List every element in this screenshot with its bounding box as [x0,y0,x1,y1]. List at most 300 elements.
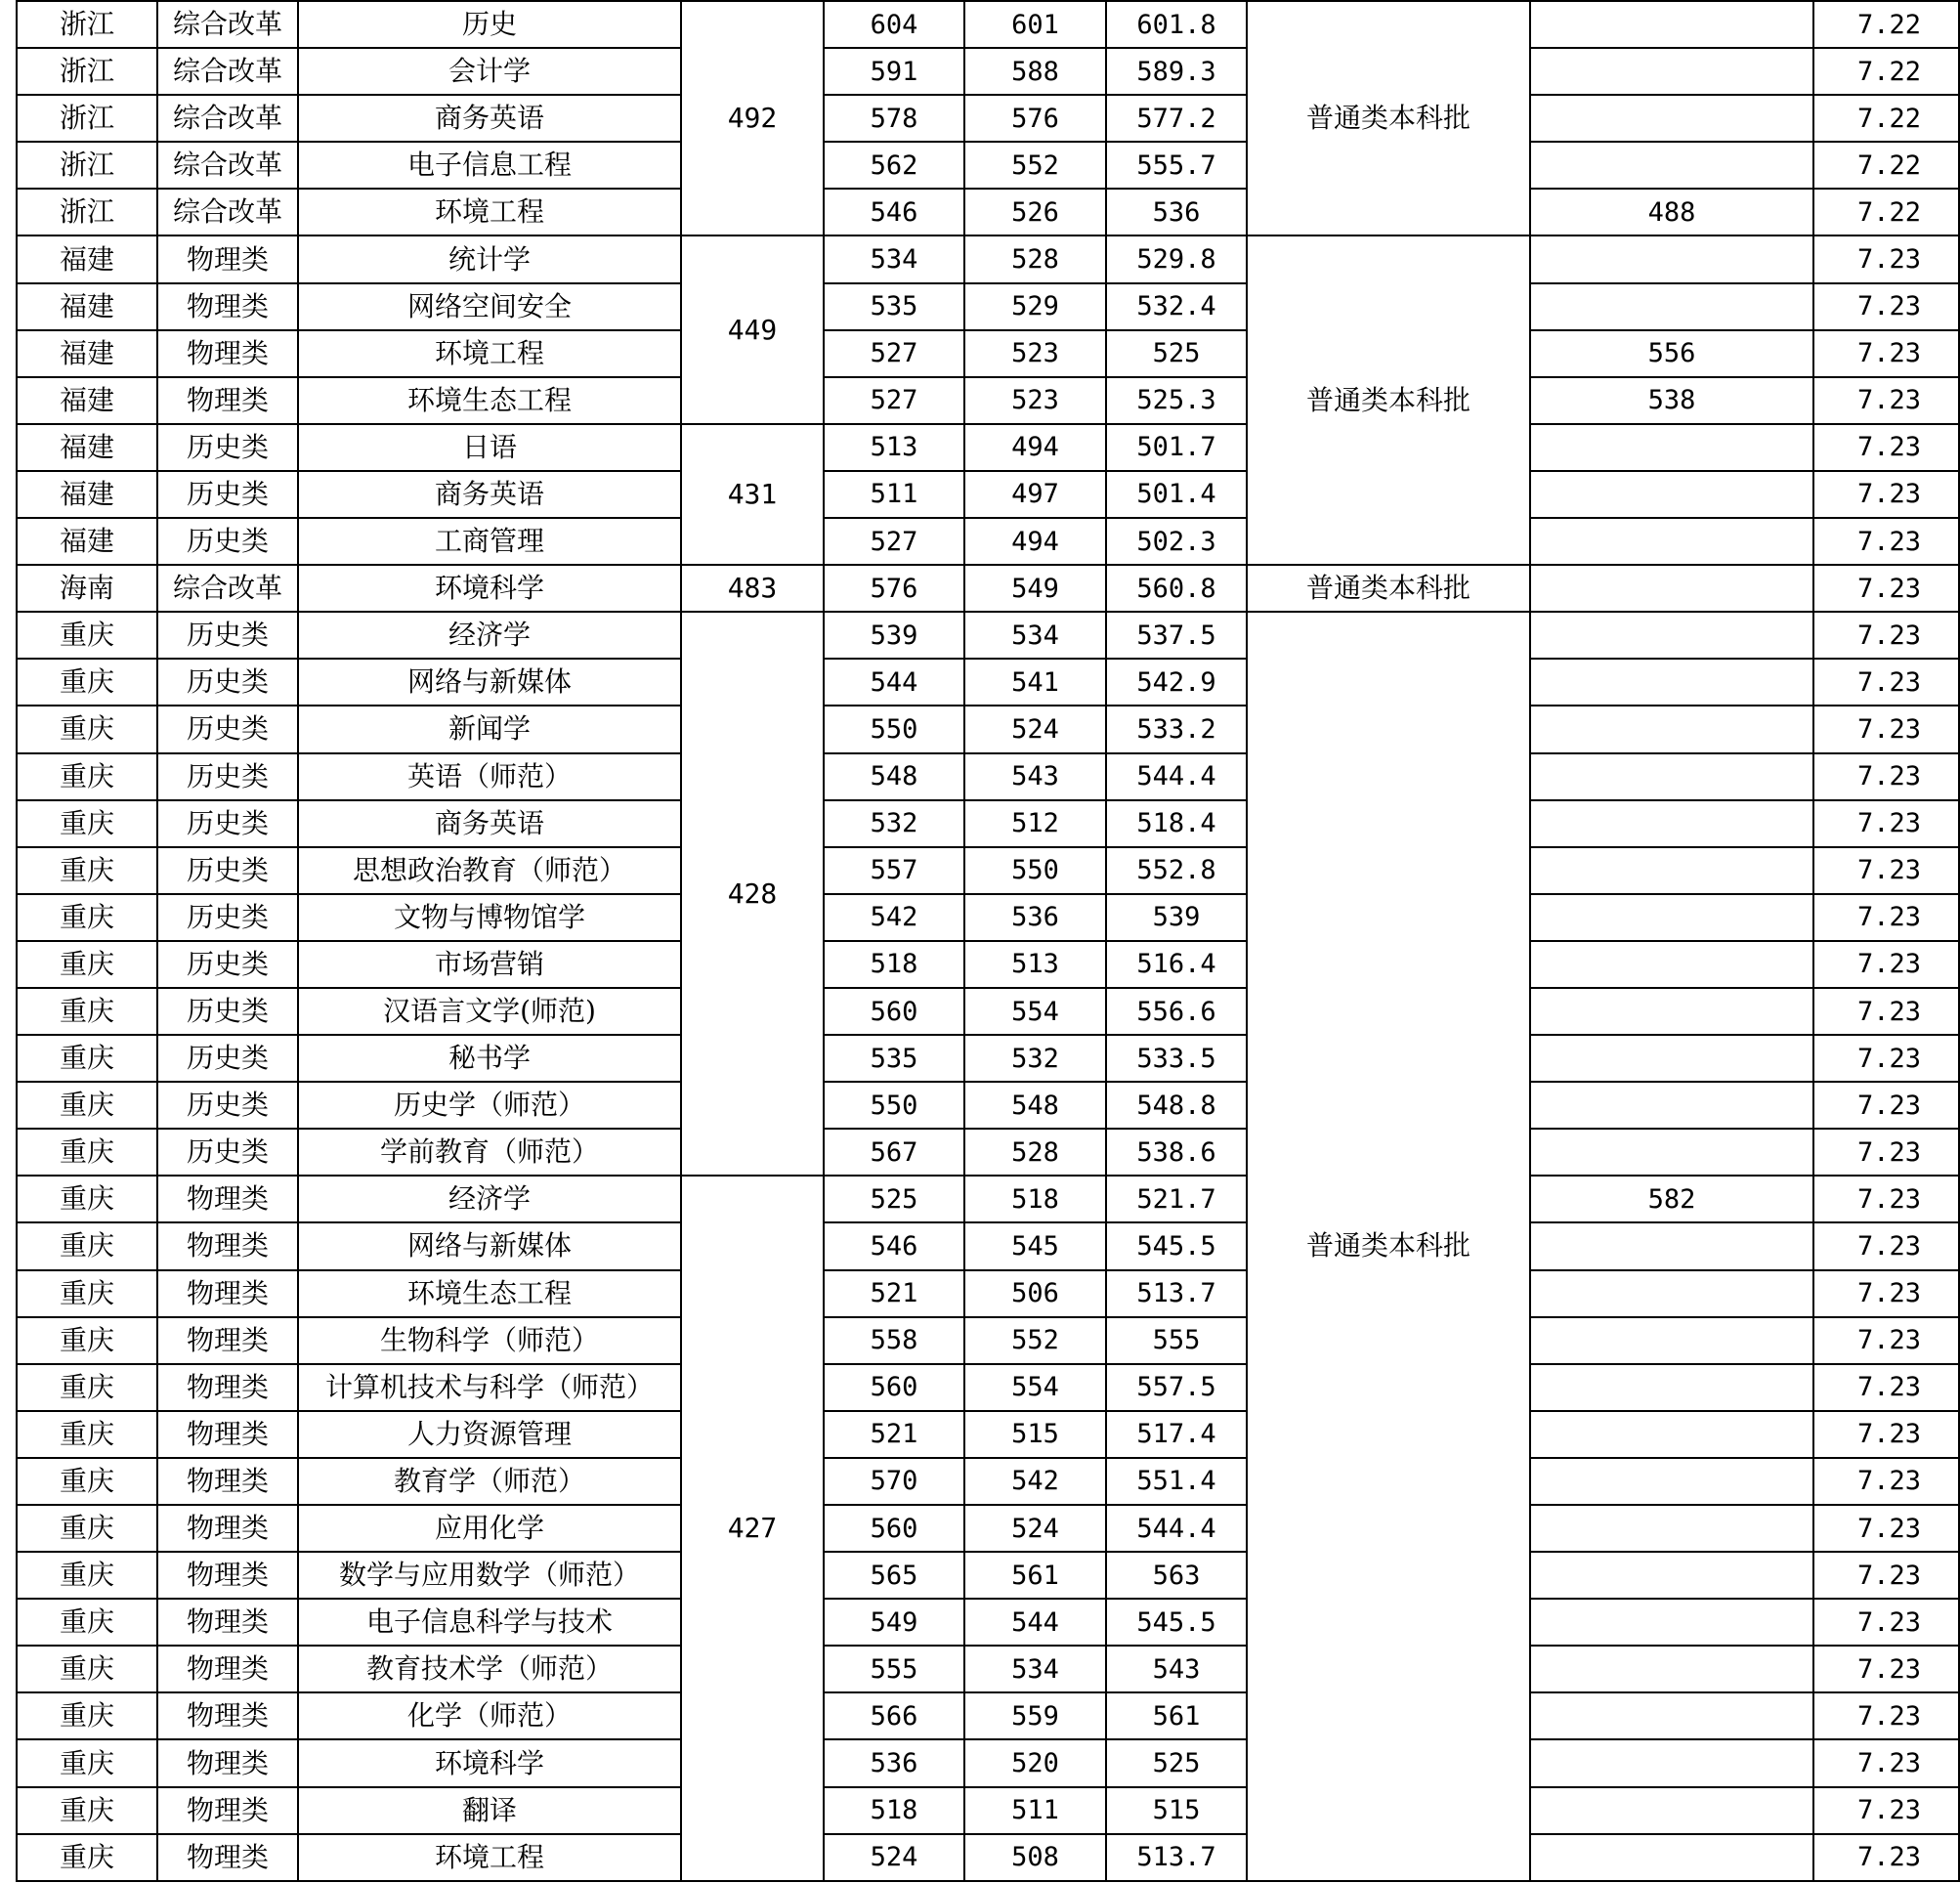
category-cell: 历史类 [157,518,298,565]
date-cell: 7.23 [1813,1505,1959,1552]
date-cell: 7.23 [1813,894,1959,941]
min-score-cell: 512 [964,800,1106,847]
min-score-cell: 532 [964,1035,1106,1082]
avg-score-cell: 601.8 [1106,1,1247,48]
province-cell: 浙江 [17,189,157,235]
max-score-cell: 536 [824,1739,964,1786]
avg-score-cell: 521.7 [1106,1176,1247,1222]
major-cell: 市场营销 [298,941,681,988]
major-cell: 英语（师范） [298,753,681,800]
note-score-cell: 538 [1530,377,1813,424]
date-cell: 7.23 [1813,235,1959,282]
major-cell: 数学与应用数学（师范） [298,1552,681,1599]
province-cell: 重庆 [17,1129,157,1176]
table-row [17,1739,1959,1786]
province-cell: 重庆 [17,800,157,847]
category-cell: 历史类 [157,1035,298,1082]
date-cell: 7.22 [1813,95,1959,142]
province-cell: 重庆 [17,1364,157,1411]
note-score-cell [1530,1739,1813,1786]
category-cell: 综合改革 [157,48,298,95]
control-line-cell: 427 [681,1176,824,1880]
major-cell: 历史 [298,1,681,48]
category-cell: 物理类 [157,377,298,424]
avg-score-cell: 544.4 [1106,1505,1247,1552]
note-score-cell [1530,1270,1813,1317]
avg-score-cell: 552.8 [1106,847,1247,894]
major-cell: 汉语言文学(师范) [298,988,681,1035]
control-line-cell: 449 [681,235,824,423]
major-cell: 应用化学 [298,1505,681,1552]
min-score-cell: 524 [964,1505,1106,1552]
date-cell: 7.23 [1813,565,1959,612]
date-cell: 7.23 [1813,1129,1959,1176]
date-cell: 7.23 [1813,1552,1959,1599]
max-score-cell: 535 [824,283,964,330]
table-body [17,1,1959,1881]
province-cell: 重庆 [17,1411,157,1458]
max-score-cell: 566 [824,1692,964,1739]
max-score-cell: 535 [824,1035,964,1082]
province-cell: 福建 [17,471,157,518]
table-row [17,612,1959,659]
major-cell: 环境科学 [298,565,681,612]
control-line-cell: 428 [681,612,824,1176]
major-cell: 环境生态工程 [298,1270,681,1317]
max-score-cell: 521 [824,1411,964,1458]
category-cell: 物理类 [157,1222,298,1269]
min-score-cell: 544 [964,1599,1106,1646]
table-row [17,1082,1959,1129]
major-cell: 文物与博物馆学 [298,894,681,941]
table-row [17,1411,1959,1458]
table-row [17,1646,1959,1692]
min-score-cell: 523 [964,330,1106,377]
province-cell: 浙江 [17,95,157,142]
province-cell: 重庆 [17,1317,157,1364]
control-line-cell: 483 [681,565,824,612]
avg-score-cell: 501.4 [1106,471,1247,518]
province-cell: 重庆 [17,1458,157,1505]
major-cell: 工商管理 [298,518,681,565]
date-cell: 7.22 [1813,1,1959,48]
max-score-cell: 542 [824,894,964,941]
max-score-cell: 549 [824,1599,964,1646]
min-score-cell: 494 [964,518,1106,565]
date-cell: 7.23 [1813,1317,1959,1364]
avg-score-cell: 536 [1106,189,1247,235]
table-row [17,753,1959,800]
table-row [17,1458,1959,1505]
max-score-cell: 567 [824,1129,964,1176]
avg-score-cell: 529.8 [1106,235,1247,282]
max-score-cell: 570 [824,1458,964,1505]
table-row [17,330,1959,377]
major-cell: 人力资源管理 [298,1411,681,1458]
avg-score-cell: 518.4 [1106,800,1247,847]
date-cell: 7.23 [1813,753,1959,800]
min-score-cell: 534 [964,612,1106,659]
major-cell: 环境工程 [298,330,681,377]
min-score-cell: 554 [964,1364,1106,1411]
max-score-cell: 604 [824,1,964,48]
date-cell: 7.23 [1813,1364,1959,1411]
category-cell: 历史类 [157,424,298,471]
note-score-cell [1530,1411,1813,1458]
province-cell: 福建 [17,235,157,282]
min-score-cell: 561 [964,1552,1106,1599]
note-score-cell [1530,1787,1813,1834]
note-score-cell [1530,48,1813,95]
note-score-cell [1530,142,1813,189]
table-row [17,1129,1959,1176]
note-score-cell [1530,1834,1813,1881]
major-cell: 网络空间安全 [298,283,681,330]
min-score-cell: 541 [964,659,1106,706]
province-cell: 海南 [17,565,157,612]
province-cell: 重庆 [17,659,157,706]
category-cell: 综合改革 [157,1,298,48]
date-cell: 7.23 [1813,800,1959,847]
province-cell: 重庆 [17,1834,157,1881]
date-cell: 7.23 [1813,1176,1959,1222]
note-score-cell [1530,753,1813,800]
min-score-cell: 513 [964,941,1106,988]
table-row [17,1599,1959,1646]
date-cell: 7.23 [1813,518,1959,565]
avg-score-cell: 542.9 [1106,659,1247,706]
major-cell: 商务英语 [298,95,681,142]
avg-score-cell: 561 [1106,1692,1247,1739]
avg-score-cell: 543 [1106,1646,1247,1692]
note-score-cell [1530,1692,1813,1739]
major-cell: 计算机技术与科学（师范） [298,1364,681,1411]
major-cell: 电子信息工程 [298,142,681,189]
province-cell: 重庆 [17,1505,157,1552]
table-row [17,424,1959,471]
date-cell: 7.23 [1813,1692,1959,1739]
province-cell: 重庆 [17,1270,157,1317]
category-cell: 物理类 [157,1317,298,1364]
max-score-cell: 576 [824,565,964,612]
note-score-cell [1530,471,1813,518]
table-row [17,1176,1959,1222]
note-score-cell [1530,847,1813,894]
province-cell: 重庆 [17,988,157,1035]
min-score-cell: 548 [964,1082,1106,1129]
avg-score-cell: 556.6 [1106,988,1247,1035]
avg-score-cell: 501.7 [1106,424,1247,471]
category-cell: 物理类 [157,1646,298,1692]
avg-score-cell: 525.3 [1106,377,1247,424]
min-score-cell: 550 [964,847,1106,894]
date-cell: 7.22 [1813,142,1959,189]
major-cell: 经济学 [298,612,681,659]
note-score-cell [1530,1035,1813,1082]
min-score-cell: 524 [964,706,1106,752]
max-score-cell: 534 [824,235,964,282]
note-score-cell: 556 [1530,330,1813,377]
category-cell: 物理类 [157,1458,298,1505]
avg-score-cell: 516.4 [1106,941,1247,988]
min-score-cell: 542 [964,1458,1106,1505]
note-score-cell [1530,565,1813,612]
table-row [17,565,1959,612]
avg-score-cell: 544.4 [1106,753,1247,800]
province-cell: 重庆 [17,1599,157,1646]
avg-score-cell: 517.4 [1106,1411,1247,1458]
province-cell: 浙江 [17,48,157,95]
province-cell: 重庆 [17,1692,157,1739]
avg-score-cell: 563 [1106,1552,1247,1599]
max-score-cell: 560 [824,988,964,1035]
category-cell: 物理类 [157,283,298,330]
max-score-cell: 513 [824,424,964,471]
category-cell: 综合改革 [157,189,298,235]
avg-score-cell: 551.4 [1106,1458,1247,1505]
min-score-cell: 552 [964,1317,1106,1364]
category-cell: 物理类 [157,1692,298,1739]
max-score-cell: 555 [824,1646,964,1692]
avg-score-cell: 545.5 [1106,1222,1247,1269]
major-cell: 思想政治教育（师范） [298,847,681,894]
max-score-cell: 560 [824,1364,964,1411]
province-cell: 重庆 [17,1082,157,1129]
date-cell: 7.23 [1813,283,1959,330]
date-cell: 7.23 [1813,1834,1959,1881]
table-row [17,235,1959,282]
batch-cell: 普通类本科批 [1247,565,1530,612]
table-row [17,894,1959,941]
min-score-cell: 543 [964,753,1106,800]
category-cell: 物理类 [157,1599,298,1646]
major-cell: 环境工程 [298,189,681,235]
category-cell: 物理类 [157,1270,298,1317]
province-cell: 重庆 [17,847,157,894]
note-score-cell [1530,800,1813,847]
province-cell: 福建 [17,377,157,424]
avg-score-cell: 545.5 [1106,1599,1247,1646]
major-cell: 化学（师范） [298,1692,681,1739]
note-score-cell [1530,95,1813,142]
major-cell: 环境科学 [298,1739,681,1786]
min-score-cell: 545 [964,1222,1106,1269]
province-cell: 重庆 [17,1552,157,1599]
max-score-cell: 518 [824,1787,964,1834]
avg-score-cell: 557.5 [1106,1364,1247,1411]
table-row [17,1364,1959,1411]
control-line-cell: 492 [681,1,824,235]
avg-score-cell: 537.5 [1106,612,1247,659]
table-row [17,518,1959,565]
date-cell: 7.23 [1813,1739,1959,1786]
major-cell: 秘书学 [298,1035,681,1082]
category-cell: 综合改革 [157,142,298,189]
min-score-cell: 536 [964,894,1106,941]
table-row [17,988,1959,1035]
major-cell: 会计学 [298,48,681,95]
max-score-cell: 521 [824,1270,964,1317]
min-score-cell: 497 [964,471,1106,518]
min-score-cell: 601 [964,1,1106,48]
table-row [17,1035,1959,1082]
min-score-cell: 518 [964,1176,1106,1222]
date-cell: 7.22 [1813,189,1959,235]
table-row [17,189,1959,235]
avg-score-cell: 548.8 [1106,1082,1247,1129]
major-cell: 新闻学 [298,706,681,752]
province-cell: 重庆 [17,753,157,800]
max-score-cell: 527 [824,518,964,565]
max-score-cell: 544 [824,659,964,706]
note-score-cell [1530,1222,1813,1269]
note-score-cell [1530,988,1813,1035]
min-score-cell: 559 [964,1692,1106,1739]
date-cell: 7.23 [1813,1270,1959,1317]
min-score-cell: 529 [964,283,1106,330]
table-row [17,48,1959,95]
batch-cell: 普通类本科批 [1247,235,1530,565]
table-row [17,1,1959,48]
major-cell: 日语 [298,424,681,471]
major-cell: 网络与新媒体 [298,659,681,706]
admission-score-table [16,0,1960,1882]
major-cell: 商务英语 [298,800,681,847]
min-score-cell: 549 [964,565,1106,612]
category-cell: 综合改革 [157,565,298,612]
min-score-cell: 534 [964,1646,1106,1692]
category-cell: 物理类 [157,1176,298,1222]
province-cell: 福建 [17,283,157,330]
note-score-cell [1530,1082,1813,1129]
major-cell: 电子信息科学与技术 [298,1599,681,1646]
major-cell: 经济学 [298,1176,681,1222]
province-cell: 重庆 [17,1787,157,1834]
province-cell: 重庆 [17,941,157,988]
category-cell: 历史类 [157,941,298,988]
table-row [17,95,1959,142]
avg-score-cell: 533.2 [1106,706,1247,752]
avg-score-cell: 560.8 [1106,565,1247,612]
avg-score-cell: 555 [1106,1317,1247,1364]
min-score-cell: 528 [964,235,1106,282]
table-row [17,1270,1959,1317]
note-score-cell: 582 [1530,1176,1813,1222]
major-cell: 统计学 [298,235,681,282]
note-score-cell [1530,1505,1813,1552]
avg-score-cell: 525 [1106,330,1247,377]
date-cell: 7.23 [1813,424,1959,471]
province-cell: 重庆 [17,1739,157,1786]
table-row [17,941,1959,988]
min-score-cell: 526 [964,189,1106,235]
date-cell: 7.23 [1813,1082,1959,1129]
category-cell: 历史类 [157,659,298,706]
max-score-cell: 565 [824,1552,964,1599]
min-score-cell: 576 [964,95,1106,142]
min-score-cell: 528 [964,1129,1106,1176]
min-score-cell: 506 [964,1270,1106,1317]
max-score-cell: 518 [824,941,964,988]
avg-score-cell: 513.7 [1106,1270,1247,1317]
note-score-cell [1530,894,1813,941]
table-row [17,142,1959,189]
avg-score-cell: 532.4 [1106,283,1247,330]
major-cell: 教育技术学（师范） [298,1646,681,1692]
date-cell: 7.23 [1813,706,1959,752]
province-cell: 福建 [17,424,157,471]
major-cell: 教育学（师范） [298,1458,681,1505]
date-cell: 7.23 [1813,847,1959,894]
note-score-cell [1530,283,1813,330]
min-score-cell: 494 [964,424,1106,471]
note-score-cell [1530,1458,1813,1505]
date-cell: 7.23 [1813,1411,1959,1458]
category-cell: 物理类 [157,235,298,282]
max-score-cell: 525 [824,1176,964,1222]
category-cell: 历史类 [157,612,298,659]
province-cell: 重庆 [17,894,157,941]
province-cell: 重庆 [17,1646,157,1692]
table-row [17,847,1959,894]
max-score-cell: 511 [824,471,964,518]
table-row [17,706,1959,752]
note-score-cell [1530,1552,1813,1599]
table-row [17,471,1959,518]
note-score-cell [1530,424,1813,471]
min-score-cell: 511 [964,1787,1106,1834]
major-cell: 网络与新媒体 [298,1222,681,1269]
note-score-cell: 488 [1530,189,1813,235]
note-score-cell [1530,1646,1813,1692]
table-row [17,1505,1959,1552]
category-cell: 物理类 [157,1739,298,1786]
date-cell: 7.23 [1813,659,1959,706]
province-cell: 浙江 [17,1,157,48]
category-cell: 历史类 [157,894,298,941]
avg-score-cell: 533.5 [1106,1035,1247,1082]
major-cell: 翻译 [298,1787,681,1834]
max-score-cell: 557 [824,847,964,894]
table-row [17,1692,1959,1739]
province-cell: 福建 [17,330,157,377]
min-score-cell: 515 [964,1411,1106,1458]
category-cell: 物理类 [157,1411,298,1458]
date-cell: 7.23 [1813,1458,1959,1505]
note-score-cell [1530,659,1813,706]
date-cell: 7.23 [1813,330,1959,377]
table-row [17,283,1959,330]
category-cell: 物理类 [157,1364,298,1411]
major-cell: 商务英语 [298,471,681,518]
table-row [17,1317,1959,1364]
max-score-cell: 524 [824,1834,964,1881]
category-cell: 物理类 [157,1834,298,1881]
min-score-cell: 552 [964,142,1106,189]
batch-cell: 普通类本科批 [1247,1,1530,235]
category-cell: 历史类 [157,753,298,800]
avg-score-cell: 577.2 [1106,95,1247,142]
note-score-cell [1530,235,1813,282]
max-score-cell: 560 [824,1505,964,1552]
table-row [17,377,1959,424]
note-score-cell [1530,1599,1813,1646]
max-score-cell: 527 [824,330,964,377]
category-cell: 历史类 [157,988,298,1035]
max-score-cell: 550 [824,706,964,752]
note-score-cell [1530,612,1813,659]
date-cell: 7.23 [1813,1787,1959,1834]
